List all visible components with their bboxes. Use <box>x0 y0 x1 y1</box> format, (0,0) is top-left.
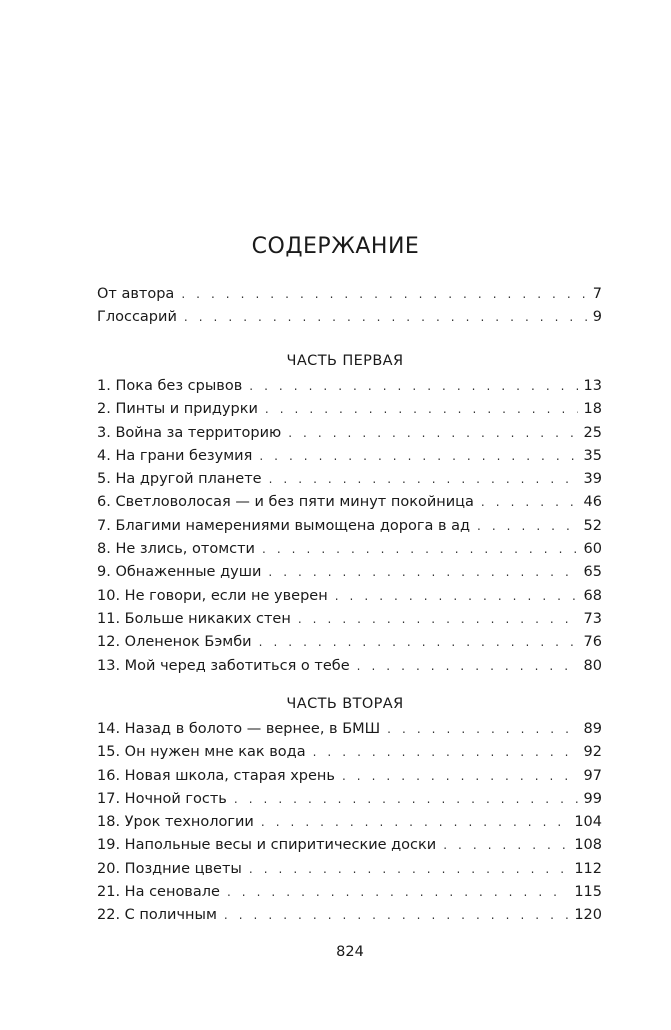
toc-entry-title: 15. Он нужен мне как вода <box>97 744 306 761</box>
toc-entry-page: 80 <box>583 657 602 674</box>
toc-entry-page: 18 <box>583 401 602 418</box>
dot-leader <box>224 908 568 922</box>
toc-entry-page: 65 <box>583 564 602 581</box>
dot-leader <box>259 635 578 649</box>
toc-entry[interactable] <box>97 425 602 448</box>
page-number: 824 <box>336 944 364 960</box>
toc-entry-page: 7 <box>592 286 602 302</box>
toc-entry-title: 7. Благими намерениями вымощена дорога в ад <box>97 517 471 534</box>
dot-leader <box>262 542 578 556</box>
toc-entry-page: 25 <box>583 424 602 441</box>
dot-leader <box>288 426 577 440</box>
dot-leader <box>269 472 578 486</box>
toc-entry-title: 20. Поздние цветы <box>97 860 242 877</box>
toc-entry-title: 17. Ночной гость <box>97 790 227 807</box>
toc-entry-title: 4. На грани безумия <box>97 447 253 464</box>
toc-entry[interactable] <box>97 791 602 814</box>
dot-leader <box>387 722 577 736</box>
toc-entry[interactable] <box>97 494 602 517</box>
toc-entry-title: 10. Не говори, если не уверен <box>97 587 328 604</box>
dot-leader <box>181 287 586 301</box>
toc-entry-page: 104 <box>574 814 602 831</box>
toc-entry-page: 99 <box>583 790 602 807</box>
toc-entry-title: 21. На сеновале <box>97 884 220 901</box>
toc-entry-page: 76 <box>583 634 602 651</box>
toc-entry[interactable] <box>97 448 602 471</box>
toc-entry-page: 39 <box>583 471 602 488</box>
toc-entry-title: 9. Обнаженные души <box>97 564 262 581</box>
toc-entry-page: 9 <box>592 309 602 326</box>
toc-entry[interactable] <box>97 744 602 767</box>
toc-entry-page: 120 <box>574 907 602 924</box>
toc-entry-page: 112 <box>574 860 602 877</box>
toc-entry[interactable] <box>97 564 602 587</box>
toc-entry-page: 92 <box>583 744 602 761</box>
toc-entry[interactable] <box>97 907 602 930</box>
toc-entry-title: 13. Мой черед заботиться о тебе <box>97 657 350 674</box>
dot-leader <box>249 379 577 393</box>
dot-leader <box>477 519 578 533</box>
toc-entry[interactable] <box>97 611 602 634</box>
dot-leader <box>335 589 578 603</box>
toc-entry-page: 89 <box>583 721 602 737</box>
toc-entry-title: 22. С поличным <box>97 907 217 924</box>
toc-entry-page: 52 <box>583 517 602 534</box>
part-one-list <box>97 378 602 681</box>
dot-leader <box>227 885 568 899</box>
toc-entry-page: 115 <box>574 884 602 901</box>
toc-entry[interactable] <box>97 721 602 744</box>
dot-leader <box>443 838 568 852</box>
toc-entry[interactable] <box>97 814 602 837</box>
dot-leader <box>249 862 568 876</box>
part-two-heading: ЧАСТЬ ВТОРАЯ <box>286 696 404 712</box>
dot-leader <box>184 310 587 324</box>
toc-entry-title: 5. На другой планете <box>97 471 262 488</box>
dot-leader <box>313 745 578 759</box>
toc-entry[interactable] <box>97 634 602 657</box>
dot-leader <box>268 565 577 579</box>
toc-entry-page: 73 <box>583 610 602 627</box>
toc-entry[interactable] <box>97 518 602 541</box>
part-two-list <box>97 721 602 931</box>
front-matter-list <box>97 286 602 333</box>
dot-leader <box>298 612 578 626</box>
toc-entry-title: 1. Пока без срывов <box>97 378 243 394</box>
toc-entry-title: Глоссарий <box>97 309 177 326</box>
toc-entry[interactable] <box>97 401 602 424</box>
toc-entry-page: 35 <box>583 447 602 464</box>
toc-entry-title: 8. Не злись, отомсти <box>97 541 255 558</box>
toc-entry[interactable] <box>97 286 602 309</box>
toc-entry-title: 19. Напольные весы и спиритические доски <box>97 837 437 854</box>
toc-entry-title: 16. Новая школа, старая хрень <box>97 767 335 784</box>
toc-entry-page: 108 <box>574 837 602 854</box>
toc-entry[interactable] <box>97 378 602 401</box>
toc-entry[interactable] <box>97 588 602 611</box>
toc-entry-title: 18. Урок технологии <box>97 814 254 831</box>
toc-entry-page: 97 <box>583 767 602 784</box>
toc-entry[interactable] <box>97 837 602 860</box>
toc-entry-title: 11. Больше никаких стен <box>97 610 291 627</box>
page-title: СОДЕРЖАНИЕ <box>251 234 420 259</box>
toc-entry-page: 13 <box>583 378 602 394</box>
dot-leader <box>265 402 578 416</box>
toc-entry-page: 46 <box>583 494 602 511</box>
toc-entry[interactable] <box>97 541 602 564</box>
toc-entry-title: От автора <box>97 286 175 302</box>
toc-entry-title: 12. Олененок Бэмби <box>97 634 252 651</box>
dot-leader <box>357 659 578 673</box>
toc-entry-page: 68 <box>583 587 602 604</box>
toc-entry-title: 2. Пинты и придурки <box>97 401 258 418</box>
toc-entry-title: 14. Назад в болото — вернее, в БМШ <box>97 721 381 737</box>
toc-entry[interactable] <box>97 309 602 332</box>
toc-entry-title: 6. Светловолосая — и без пяти минут покойница <box>97 494 474 511</box>
part-one-heading: ЧАСТЬ ПЕРВАЯ <box>286 353 404 369</box>
dot-leader <box>342 769 578 783</box>
dot-leader <box>234 792 578 806</box>
dot-leader <box>259 449 577 463</box>
dot-leader <box>481 495 578 509</box>
toc-entry[interactable] <box>97 471 602 494</box>
toc-entry[interactable] <box>97 884 602 907</box>
toc-entry[interactable] <box>97 768 602 791</box>
toc-entry-title: 3. Война за территорию <box>97 424 282 441</box>
toc-entry[interactable] <box>97 861 602 884</box>
dot-leader <box>261 815 568 829</box>
toc-entry-page: 60 <box>583 541 602 558</box>
toc-entry[interactable] <box>97 658 602 681</box>
